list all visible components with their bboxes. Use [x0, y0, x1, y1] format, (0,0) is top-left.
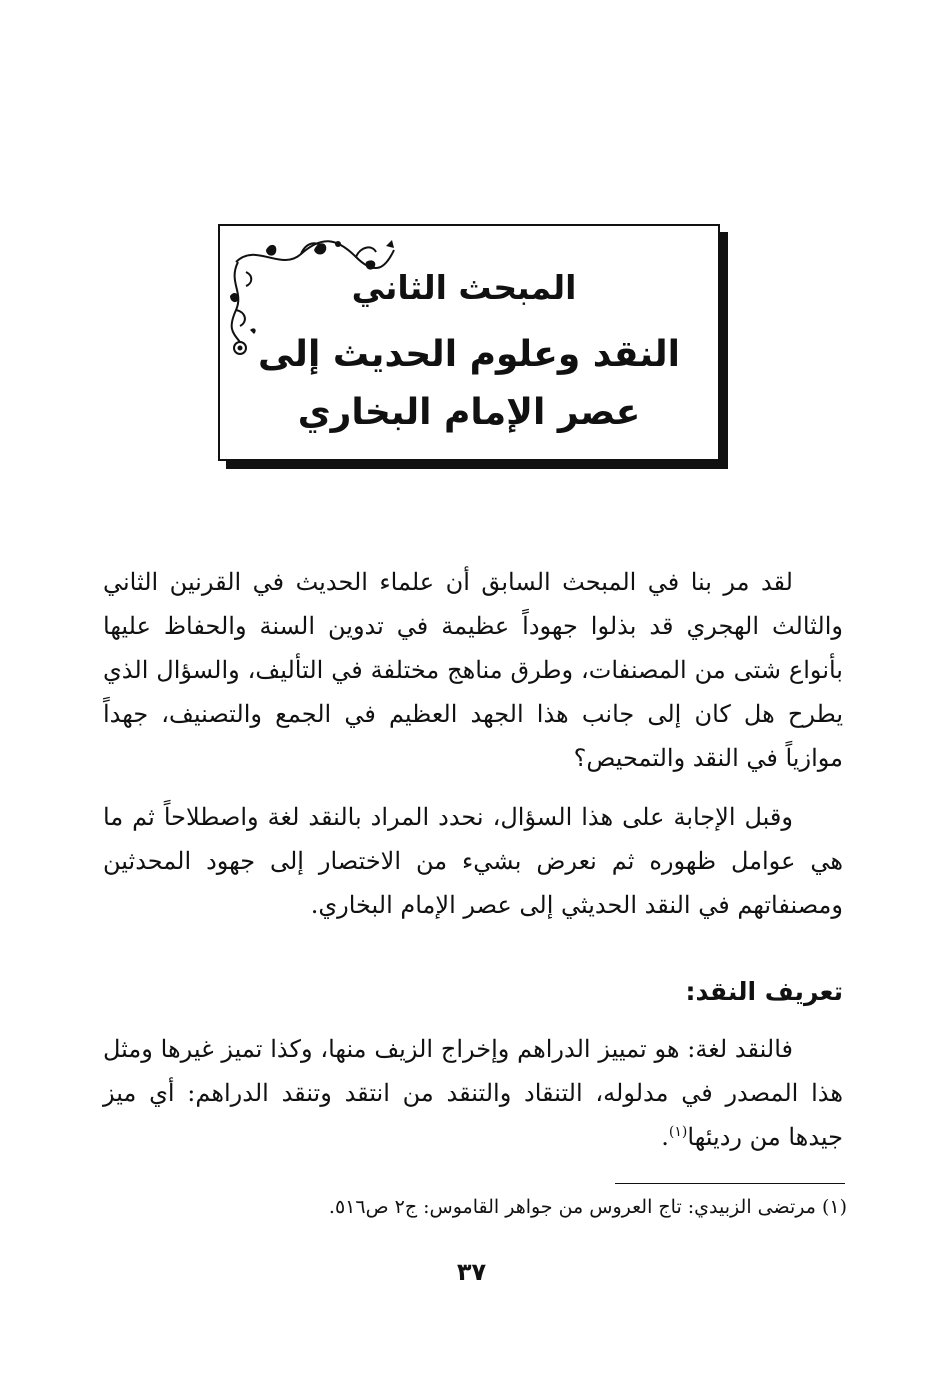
chapter-title-box: [218, 224, 720, 461]
section-heading-definition: تعريف النقد:: [685, 977, 843, 1006]
body-paragraph-1: لقد مر بنا في المبحث السابق أن علماء الحديث في القرنين الثاني والثالث الهجري قد بذلوا جهوداً عظيمة في تدوين السنة والحفاظ عليها بأنواع شتى من المصنفات، وطرق مناهج مختلفة في التأليف، والسؤال الذي يطرح هل كان إلى جانب هذا الجهد العظيم في الجمع والتصنيف، جهداً موازياً في النقد والتمحيص؟: [103, 568, 843, 772]
chapter-title-line-2: عصر الإمام البخاري: [297, 392, 641, 433]
footnote-reference: (١): [668, 1124, 688, 1140]
footnote-separator: [615, 1183, 845, 1184]
body-paragraph-3-end: .: [661, 1123, 669, 1151]
body-paragraph-3: [103, 1027, 843, 1159]
body-paragraph-3-text: فالنقد لغة: هو تمييز الدراهم وإخراج الزيف منها، وكذا تميز غيرها ومثل هذا المصدر في مدلوله، التنقاد والتنقد من انتقد وتنقد الدراهم: أي ميز جيدها من رديئها: [103, 1035, 843, 1151]
body-paragraph-2: وقبل الإجابة على هذا السؤال، نحدد المراد بالنقد لغة واصطلاحاً ثم ما هي عوامل ظهوره ثم نعرض بشيء من الاختصار إلى جهود المحدثين ومصنفاتهم في النقد الحديثي إلى عصر الإمام البخاري.: [103, 803, 843, 919]
chapter-title-line-1: النقد وعلوم الحديث إلى: [258, 334, 680, 375]
footnote-text: (١) مرتضى الزبيدي: تاج العروس من جواهر القاموس: ج٢ ص٥١٦.: [328, 1196, 847, 1218]
page-number: ٣٧: [456, 1258, 487, 1286]
chapter-section-label: المبحث الثاني: [351, 268, 577, 307]
